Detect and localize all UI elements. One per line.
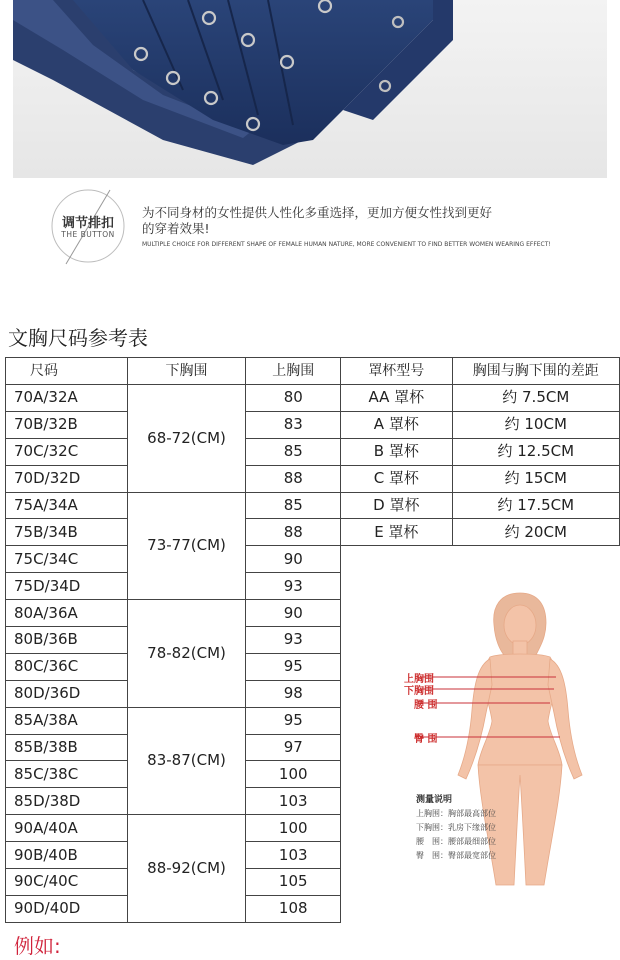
cell-bust: 103 [246,788,341,815]
header-underbust: 下胸围 [127,358,246,385]
button-description-cn-line2: 的穿着效果! [142,221,210,236]
cell-cup: AA 罩杯 [341,385,452,412]
cell-size: 75A/34A [6,492,128,519]
cell-cup: D 罩杯 [341,492,452,519]
cell-bust: 85 [246,492,341,519]
button-description-cn-line1: 为不同身材的女性提供人性化多重选择，更加方便女性找到更好 [142,205,493,220]
cell-bust: 90 [246,600,341,627]
label-waist: 腰 围 [414,700,438,711]
table-row [6,385,620,412]
cell-underbust: 78-82(CM) [127,600,246,708]
label-under-bust: 下胸围 [404,686,434,697]
cell-difference: 约 20CM [452,519,619,546]
table-row [6,546,620,573]
cell-size: 75C/34C [6,546,128,573]
header-bust: 上胸围 [246,358,341,385]
cell-difference: 约 7.5CM [452,385,619,412]
button-description-cn [142,205,602,237]
cell-size: 80A/36A [6,600,128,627]
cell-size: 80B/36B [6,627,128,654]
cell-size: 90A/40A [6,815,128,842]
cell-size: 80C/36C [6,653,128,680]
label-hip: 臀 围 [414,734,438,745]
table-row [6,895,620,922]
cell-size: 85A/38A [6,707,128,734]
cell-empty [341,546,620,573]
cell-bust: 98 [246,680,341,707]
cell-cup: E 罩杯 [341,519,452,546]
cell-underbust: 68-72(CM) [127,385,246,493]
cell-bust: 97 [246,734,341,761]
cell-bust: 88 [246,519,341,546]
cell-bust: 95 [246,707,341,734]
cell-bust: 85 [246,438,341,465]
table-row [6,492,620,519]
table-row [6,438,620,465]
cell-bust: 103 [246,842,341,869]
cell-size: 75B/34B [6,519,128,546]
label-upper-bust: 上胸围 [404,674,434,685]
bra-hook-closure-image [13,0,607,178]
cell-underbust: 73-77(CM) [127,492,246,600]
cell-size: 90B/40B [6,842,128,869]
cell-bust: 108 [246,895,341,922]
table-row [6,519,620,546]
example-label: 例如: [14,934,61,958]
cell-bust: 105 [246,869,341,896]
cell-bust: 100 [246,815,341,842]
cell-empty [341,895,620,922]
product-photo [13,0,607,178]
cell-difference: 约 17.5CM [452,492,619,519]
cell-size: 90C/40C [6,869,128,896]
table-header-row [6,358,620,385]
cell-bust: 80 [246,385,341,412]
header-difference: 胸围与胸下围的差距 [452,358,619,385]
cell-difference: 约 15CM [452,465,619,492]
button-title: 调节排扣 [61,216,114,231]
cell-size: 70C/32C [6,438,128,465]
cell-size: 85B/38B [6,734,128,761]
measurement-note-4: 臀 围：臀部最宽部位 [416,851,496,860]
header-size: 尺码 [6,358,128,385]
cell-size: 75D/34D [6,573,128,600]
cell-bust: 93 [246,573,341,600]
cell-bust: 90 [246,546,341,573]
button-subtitle: THE BUTTON [61,230,115,239]
header-cup: 罩杯型号 [341,358,452,385]
cell-size: 70B/32B [6,411,128,438]
cell-bust: 83 [246,411,341,438]
cell-size: 85C/38C [6,761,128,788]
measurement-note-2: 下胸围：乳房下缘部位 [416,823,496,832]
cell-cup: C 罩杯 [341,465,452,492]
cell-difference: 约 12.5CM [452,438,619,465]
cell-bust: 95 [246,653,341,680]
cell-cup: B 罩杯 [341,438,452,465]
cell-size: 90D/40D [6,895,128,922]
cell-size: 70D/32D [6,465,128,492]
measurement-note-3: 腰 围：腰部最细部位 [416,837,496,846]
cell-size: 80D/36D [6,680,128,707]
cell-underbust: 88-92(CM) [127,815,246,923]
table-row [6,465,620,492]
cell-size: 85D/38D [6,788,128,815]
cell-difference: 约 10CM [452,411,619,438]
measurement-note-1: 上胸围：胸部最高部位 [416,809,496,818]
cell-bust: 93 [246,627,341,654]
cell-bust: 88 [246,465,341,492]
table-row [6,411,620,438]
measurement-note-title: 测量说明 [416,795,453,805]
button-description-en: MULTIPLE CHOICE FOR DIFFERENT SHAPE OF FEMALE HUMAN NATURE, MORE CONVENIENT TO FIND BETTER WOMEN WEARING EFFECT! [142,241,551,248]
cell-cup: A 罩杯 [341,411,452,438]
cell-bust: 100 [246,761,341,788]
cell-size: 70A/32A [6,385,128,412]
cell-underbust: 83-87(CM) [127,707,246,815]
size-chart-title: 文胸尺码参考表 [8,326,148,350]
